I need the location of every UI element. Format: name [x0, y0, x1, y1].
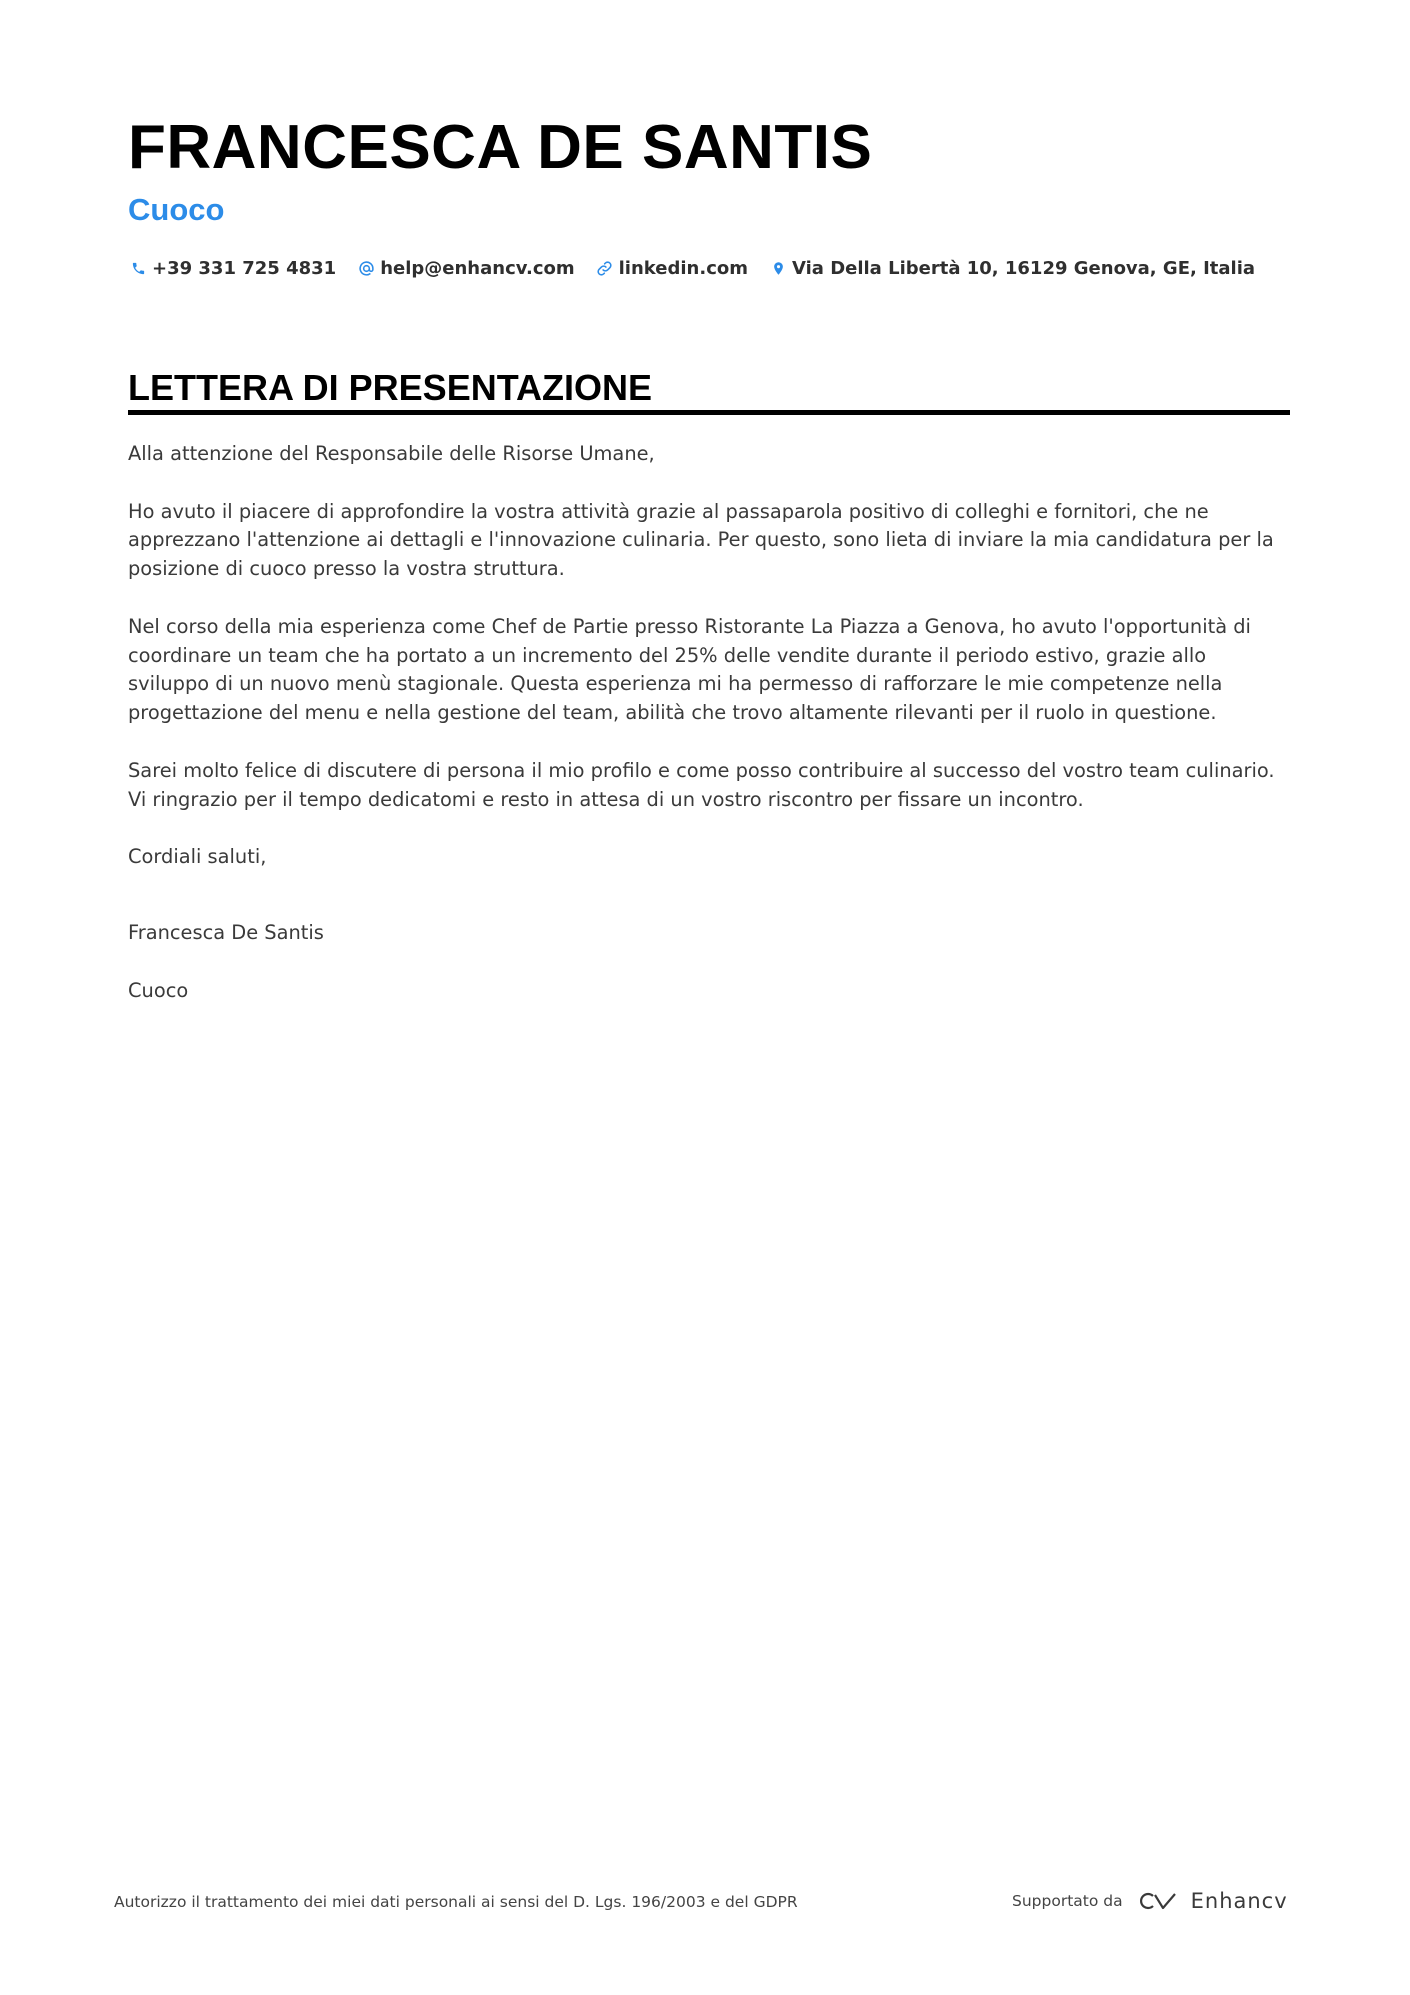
contact-address — [768, 258, 1255, 279]
letter-greeting: Alla attenzione del Responsabile delle Risorse Umane, — [128, 442, 655, 465]
letter-paragraph: Ho avuto il piacere di approfondire la vostra attività grazie al passaparola positivo di colleghi e fornitori, che ne apprezzano l'attenzione ai dettagli e l'innovazione culinaria. Per questo, sono lieta di inviare la mia candidatura per la posizione di cuoco presso la vostra struttura. — [128, 499, 1274, 581]
link-icon — [595, 258, 615, 278]
contact-phone — [128, 258, 336, 279]
contact-email[interactable] — [356, 258, 574, 279]
location-pin-icon — [768, 258, 788, 278]
contact-linkedin[interactable] — [595, 258, 748, 279]
letter-paragraph: Sarei molto felice di discutere di persona il mio profilo e come posso contribuire al successo del vostro team culinario. Vi ringrazio per il tempo dedicatomi e resto in attesa di un vostro riscontro per fissare un incontro. — [128, 758, 1275, 811]
signature-role: Cuoco — [128, 978, 189, 1002]
contact-bar — [128, 252, 1275, 284]
applicant-role: Cuoco — [128, 192, 225, 227]
letter-body — [128, 440, 1290, 1034]
contact-linkedin-text[interactable]: linkedin.com — [618, 257, 748, 279]
at-icon — [356, 258, 376, 278]
privacy-consent-note: Autorizzo il trattamento dei miei dati personali ai sensi del D. Lgs. 196/2003 e del GDPR — [114, 1893, 798, 1911]
section-title: LETTERA DI PRESENTAZIONE — [128, 367, 653, 408]
contact-email-text[interactable]: help@enhancv.com — [380, 257, 575, 279]
phone-icon — [128, 258, 148, 278]
enhancv-logo-icon — [1135, 1889, 1183, 1913]
signature-name: Francesca De Santis — [128, 920, 324, 944]
powered-by-label: Supportato da — [1012, 1892, 1123, 1910]
letter-paragraph: Nel corso della mia esperienza come Chef de Partie presso Ristorante La Piazza a Genova, ho avuto l'opportunità di coordinare un team che ha portato a un incremento del 25% delle vendite durante il periodo estivo, grazie allo sviluppo di un nuovo menù stagionale. Questa esperienza mi ha permesso di rafforzare le mie competenze nella progettazione del menu e nella gestione del team, abilità che trovo altamente rilevanti per il ruolo in questione. — [128, 614, 1251, 725]
contact-address-text: Via Della Libertà 10, 16129 Genova, GE, Italia — [792, 257, 1256, 279]
powered-by-enhancv[interactable] — [1012, 1886, 1288, 1916]
enhancv-brand-text: Enhancv — [1190, 1889, 1288, 1913]
applicant-name: FRANCESCA DE SANTIS — [128, 113, 873, 182]
letter-closing: Cordiali saluti, — [128, 845, 267, 869]
contact-phone-text: +39 331 725 4831 — [152, 257, 337, 279]
section-divider — [128, 410, 1290, 415]
